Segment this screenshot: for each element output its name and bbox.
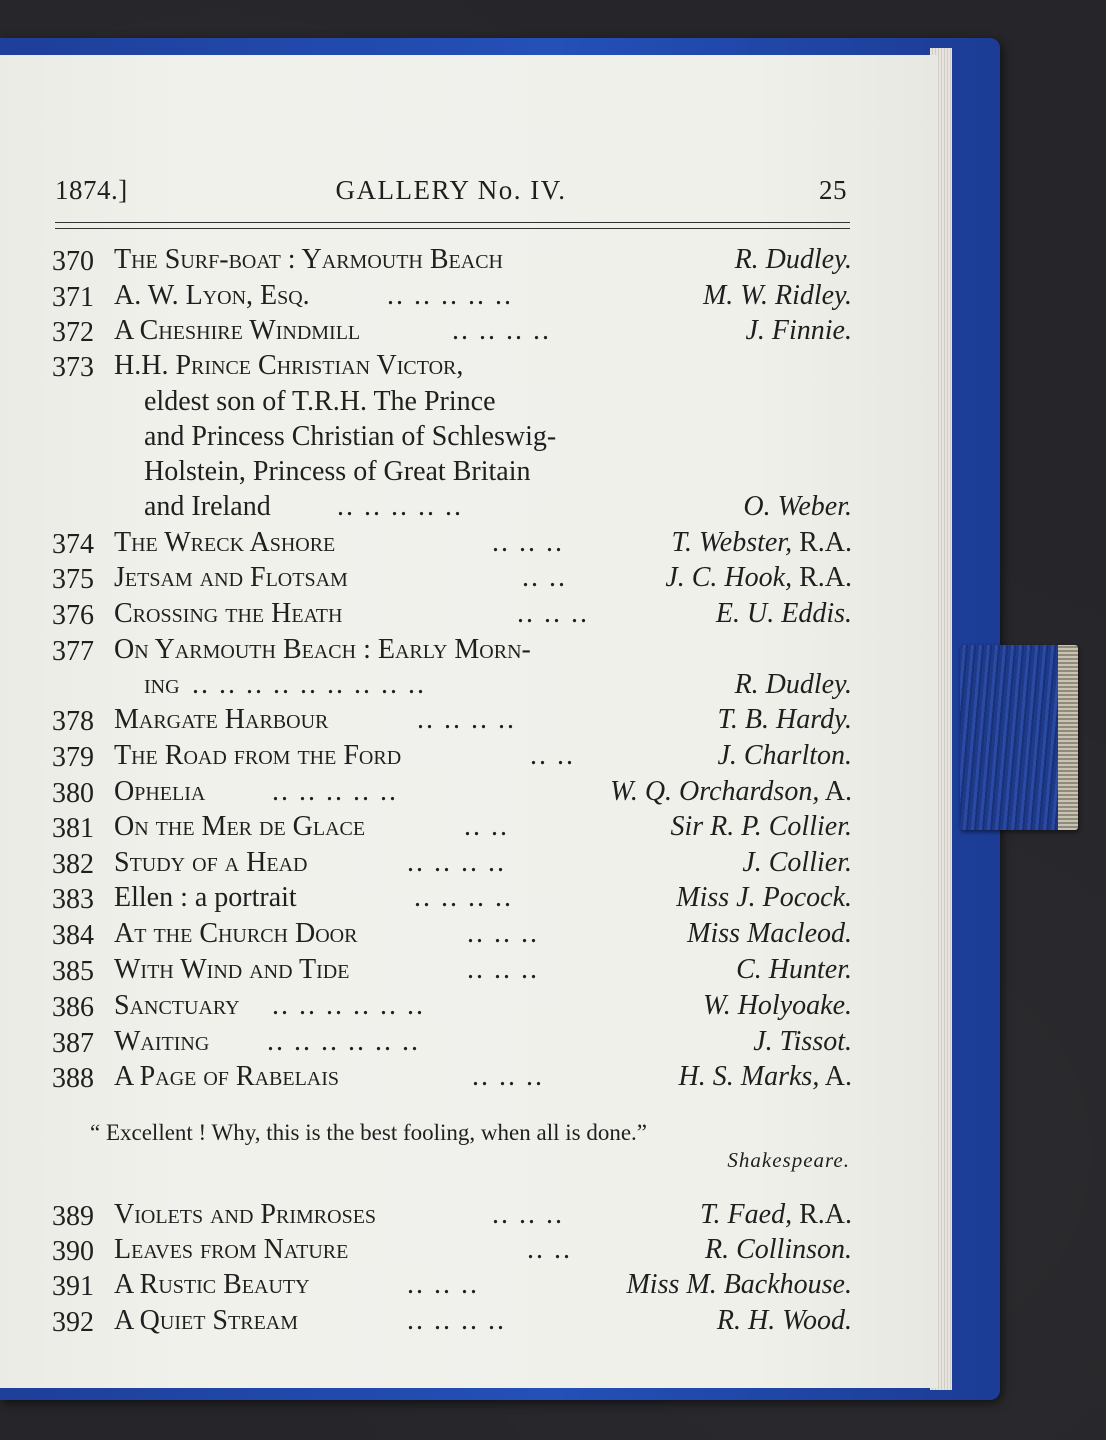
leader-dots: .. .. .. — [492, 527, 564, 558]
leader-dots: .. .. .. .. — [414, 882, 513, 913]
entry-number: 383 — [52, 884, 94, 915]
entry-number: 388 — [52, 1063, 94, 1094]
entry-artist — [705, 1233, 852, 1267]
artist-name: Miss J. Pocock. — [676, 882, 852, 913]
entry-continuation — [52, 455, 852, 489]
entry-artist — [717, 1304, 852, 1338]
entry-artist — [716, 597, 852, 631]
entry-number: 385 — [52, 956, 94, 987]
entry-number: 381 — [52, 813, 94, 844]
entry-title: Crossing the Heath — [114, 598, 343, 629]
leader-dots: .. .. — [464, 811, 509, 842]
entry-artist — [672, 526, 852, 560]
leader-dots: .. .. .. .. .. — [272, 776, 398, 807]
leader-dots: .. .. .. .. — [417, 704, 516, 735]
entry-title-continued: Holstein, Princess of Great Britain — [144, 456, 531, 487]
entry-artist — [736, 953, 852, 987]
entry-number: 390 — [52, 1236, 94, 1267]
leader-dots: .. .. — [530, 740, 575, 771]
entry-artist — [626, 1268, 852, 1302]
artist-name: R. Collinson. — [704, 1234, 852, 1265]
entry-title: Margate Harbour — [114, 704, 329, 735]
entry-title-continued: and Princess Christian of Schleswig- — [144, 421, 557, 452]
catalogue-entry — [52, 597, 852, 631]
entry-artist: J. Finnie. — [745, 315, 852, 346]
artist-name: Sir R. P. Collier. — [670, 811, 852, 842]
entry-title: Ophelia — [114, 776, 206, 807]
entry-number: 384 — [52, 920, 94, 951]
catalogue-entry — [52, 279, 852, 313]
artist-name: W. Holyoake. — [702, 990, 852, 1021]
catalogue-entry — [52, 846, 852, 880]
entry-artist: M. W. Ridley. — [702, 280, 852, 311]
entry-number: 387 — [52, 1028, 94, 1059]
artist-name: E. U. Eddis. — [715, 598, 852, 629]
catalogue-entry — [52, 561, 852, 595]
artist-name: J. Collier. — [742, 847, 852, 878]
entry-number: 378 — [52, 706, 94, 737]
catalogue-entry — [52, 703, 852, 737]
catalogue-entry — [52, 1304, 852, 1338]
artist-honour: R.A. — [792, 527, 852, 558]
catalogue-entry — [52, 633, 852, 667]
entry-title: Waiting — [114, 1026, 210, 1057]
artist-honour: A. — [819, 776, 852, 807]
leader-dots: .. .. — [522, 562, 567, 593]
catalogue-entry — [52, 243, 852, 277]
entry-continuation — [52, 420, 852, 454]
entry-artist — [665, 561, 852, 595]
leader-dots: .. .. .. .. .. .. — [272, 990, 425, 1021]
leader-dots: .. .. .. — [467, 918, 539, 949]
leader-dots: .. .. .. .. .. — [337, 491, 463, 522]
catalogue-entry — [52, 1198, 852, 1232]
entry-title: A. W. Lyon, Esq. — [114, 280, 310, 311]
catalogue-entry — [52, 1025, 852, 1059]
entry-title: Jetsam and Flotsam — [114, 562, 348, 593]
catalogue-entry — [52, 349, 852, 383]
entry-title: Sanctuary — [114, 990, 240, 1021]
header-rule — [55, 222, 850, 223]
entry-artist: R. Dudley. — [734, 244, 852, 275]
entry-artist — [676, 881, 852, 915]
entry-number: 374 — [52, 529, 94, 560]
catalogue-entry — [52, 917, 852, 951]
entry-number: 370 — [52, 246, 94, 277]
entry-title: A Cheshire Windmill — [114, 315, 361, 346]
entry-artist — [742, 846, 852, 880]
header-year: 1874.] — [55, 175, 128, 205]
entry-title-continued: ing — [144, 669, 180, 700]
entry-number: 389 — [52, 1201, 94, 1232]
entry-artist — [717, 739, 852, 773]
entry-title-continued: and Ireland — [144, 491, 271, 522]
header-page-number: 25 — [819, 175, 847, 205]
artist-name: Miss M. Backhouse. — [626, 1269, 852, 1300]
entry-title: A Quiet Stream — [114, 1305, 299, 1336]
catalogue-entry — [52, 953, 852, 987]
leader-dots: .. .. .. .. .. .. — [267, 1026, 420, 1057]
artist-name: T. B. Hardy. — [717, 704, 852, 735]
entry-number: 371 — [52, 282, 94, 313]
entry-continuation — [52, 668, 852, 702]
entry-title: A Page of Rabelais — [114, 1061, 340, 1092]
entry-artist — [703, 989, 852, 1023]
entry-title: A Rustic Beauty — [114, 1269, 310, 1300]
entry-number: 376 — [52, 600, 94, 631]
catalogue-entry — [52, 775, 852, 809]
entry-artist — [610, 775, 852, 809]
epigraph-attribution: Shakespeare. — [727, 1148, 850, 1172]
leader-dots: .. .. .. — [407, 1269, 479, 1300]
catalogue-entry — [52, 1268, 852, 1302]
entry-number: 392 — [52, 1307, 94, 1338]
entry-artist — [670, 810, 852, 844]
artist-honour: A. — [819, 1061, 852, 1092]
entry-title: The Wreck Ashore — [114, 527, 336, 558]
entry-artist: R. Dudley. — [734, 669, 852, 700]
header-rule-double — [55, 228, 850, 229]
leader-dots: .. .. .. .. — [452, 315, 551, 346]
artist-name: H. S. Marks, — [678, 1061, 820, 1092]
entry-title: Ellen : a portrait — [114, 882, 297, 913]
entry-number: 377 — [52, 636, 94, 667]
entry-artist — [679, 1060, 852, 1094]
entry-title: Violets and Primroses — [114, 1199, 377, 1230]
leader-dots: .. .. .. .. — [407, 847, 506, 878]
catalogue-entry — [52, 1060, 852, 1094]
entry-artist — [687, 917, 852, 951]
artist-name: Miss Macleod. — [687, 918, 852, 949]
running-head — [55, 175, 847, 215]
leader-dots: .. .. .. — [467, 954, 539, 985]
entry-number: 382 — [52, 849, 94, 880]
entry-title: The Surf-boat : Yarmouth Beach — [114, 244, 503, 275]
entry-title: At the Church Door — [114, 918, 358, 949]
catalogue-entry — [52, 989, 852, 1023]
catalogue-page — [0, 55, 938, 1388]
artist-name: R. H. Wood. — [716, 1305, 852, 1336]
entry-artist — [717, 703, 852, 737]
bookmark-ribbon — [960, 645, 1078, 830]
entry-artist: O. Weber. — [743, 491, 852, 522]
artist-name: C. Hunter. — [736, 954, 852, 985]
artist-name: J. Tissot. — [753, 1026, 852, 1057]
leader-dots: .. .. .. — [492, 1199, 564, 1230]
entry-artist — [753, 1025, 852, 1059]
entry-title-continued: eldest son of T.R.H. The Prince — [144, 386, 496, 417]
entry-title: On the Mer de Glace — [114, 811, 366, 842]
leader-dots: .. .. .. — [517, 598, 589, 629]
catalogue-entry — [52, 810, 852, 844]
entry-title: On Yarmouth Beach : Early Morn- — [114, 634, 531, 665]
entry-number: 391 — [52, 1271, 94, 1302]
artist-name: W. Q. Orchardson, — [610, 776, 820, 807]
entry-number: 372 — [52, 317, 94, 348]
entry-title: With Wind and Tide — [114, 954, 350, 985]
artist-name: J. Charlton. — [717, 740, 852, 771]
header-gallery-title: GALLERY No. IV. — [335, 175, 567, 205]
entry-number: 373 — [52, 352, 94, 383]
entry-number: 379 — [52, 742, 94, 773]
catalogue-entry — [52, 314, 852, 348]
artist-name: T. Faed, — [700, 1199, 793, 1230]
epigraph-quote: “ Excellent ! Why, this is the best fooling, when all is done.” — [90, 1120, 647, 1145]
entry-title: The Road from the Ford — [114, 740, 402, 771]
leader-dots: .. .. .. .. — [407, 1305, 506, 1336]
entry-continuation — [52, 385, 852, 419]
catalogue-entry — [52, 526, 852, 560]
entry-title: Leaves from Nature — [114, 1234, 349, 1265]
catalogue-entry — [52, 739, 852, 773]
entry-number: 380 — [52, 778, 94, 809]
artist-name: T. Webster, — [671, 527, 793, 558]
artist-honour: R.A. — [792, 1199, 852, 1230]
entry-artist — [700, 1198, 852, 1232]
artist-name: J. C. Hook, — [665, 562, 793, 593]
leader-dots: .. .. .. — [472, 1061, 544, 1092]
entry-title: Study of a Head — [114, 847, 308, 878]
artist-honour: R.A. — [792, 562, 852, 593]
entry-number: 375 — [52, 564, 94, 595]
leader-dots: .. .. — [527, 1234, 572, 1265]
entry-continuation — [52, 490, 852, 524]
entry-number: 386 — [52, 992, 94, 1023]
entry-title: H.H. Prince Christian Victor, — [114, 350, 464, 381]
bookmark-fold — [1058, 645, 1078, 830]
catalogue-entry — [52, 881, 852, 915]
leader-dots: .. .. .. .. .. — [387, 280, 513, 311]
leader-dots: .. .. .. .. .. .. .. .. .. — [192, 669, 426, 700]
catalogue-entry — [52, 1233, 852, 1267]
